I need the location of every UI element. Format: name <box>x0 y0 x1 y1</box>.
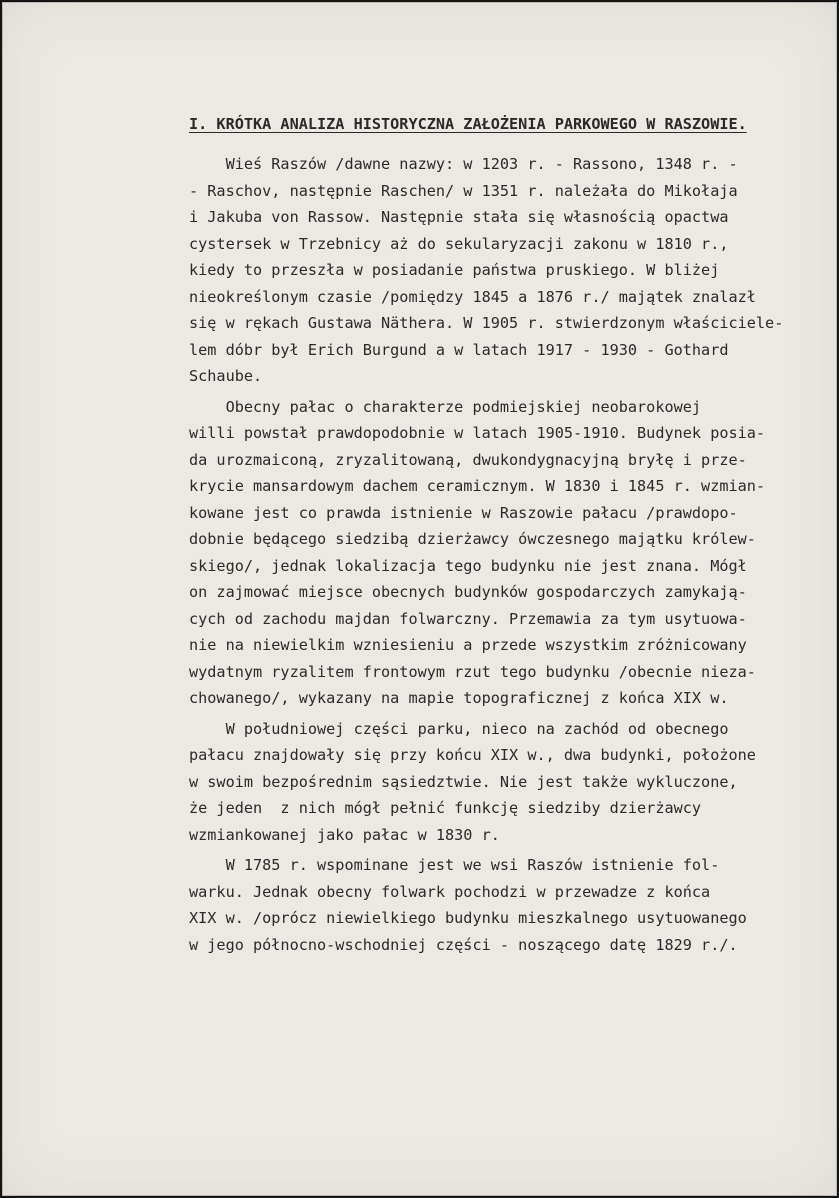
text-line: pałacu znajdowały się przy końcu XIX w., dwa budynki, położone <box>189 746 756 764</box>
document-page <box>2 2 837 1196</box>
text-line: wzmiankowanej jako pałac w 1830 r. <box>189 825 500 844</box>
text-line: chowanego/, wykazany na mapie topograficznej z końca XIX w. <box>189 689 729 707</box>
text-line: - Raschov, następnie Raschen/ w 1351 r. należała do Mikołaja <box>189 181 738 200</box>
text-line: i Jakuba von Rassow. Następnie stała się własnością opactwa <box>189 208 729 226</box>
text-line: wydatnym ryzalitem frontowym rzut tego budynku /obecnie nieza- <box>189 662 756 681</box>
paragraphs <box>189 151 823 958</box>
text-line: kowane jest co prawda istnienie w Raszowie pałacu /prawdopo- <box>189 503 738 522</box>
text-line: W 1785 r. wspominane jest we wsi Raszów istnienie fol- <box>189 856 720 874</box>
text-line: krycie mansardowym dachem ceramicznym. W 1830 i 1845 r. wzmian- <box>189 477 766 495</box>
text-line: skiego/, jednak lokalizacja tego budynku nie jest znana. Mógł <box>189 556 747 575</box>
text-line: warku. Jednak obecny folwark pochodzi w przewadze z końca <box>189 882 711 901</box>
text-line: się w rękach Gustawa Näthera. W 1905 r. stwierdzonym właściciele- <box>189 314 784 332</box>
text-line: willi powstał prawdopodobnie w latach 1905-1910. Budynek posia- <box>189 424 766 442</box>
section-heading: I. KRÓTKA ANALIZA HISTORYCZNA ZAŁOŻENIA PARKOWEGO W RASZOWIE. <box>189 115 747 133</box>
text-line: Obecny pałac o charakterze podmiejskiej neobarokowej <box>189 397 702 416</box>
text-line: on zajmować miejsce obecnych budynków gospodarczych zamykają- <box>189 583 747 601</box>
text-line: kiedy to przeszła w posiadanie państwa pruskiego. W bliżej <box>189 261 720 279</box>
text-line: lem dóbr był Erich Burgund a w latach 1917 - 1930 - Gothard <box>189 340 729 359</box>
text-line: cych od zachodu majdan folwarczny. Przemawia za tym usytuowa- <box>189 609 747 628</box>
text-line: w jego północno-wschodniej części - noszącego datę 1829 r./. <box>189 935 738 954</box>
text-line: da urozmaiconą, zryzalitowaną, dwukondygnacyjną bryłę i prze- <box>189 450 747 469</box>
text-line: nie na niewielkim wzniesieniu a przede wszystkim zróżnicowany <box>189 636 747 654</box>
paragraph <box>189 151 823 390</box>
document-body <box>189 115 823 958</box>
text-line: Schaube. <box>189 367 263 385</box>
text-line: że jeden z nich mógł pełnić funkcję siedziby dzierżawcy <box>189 799 702 817</box>
text-line: W południowej części parku, nieco na zachód od obecnego <box>189 719 729 738</box>
paragraph <box>189 394 823 712</box>
paragraph <box>189 852 823 958</box>
text-line: nieokreślonym czasie /pomiędzy 1845 a 1876 r./ majątek znalazł <box>189 287 756 306</box>
text-line: cystersek w Trzebnicy aż do sekularyzacji zakonu w 1810 r., <box>189 234 729 253</box>
text-line: XIX w. /oprócz niewielkiego budynku mieszkalnego usytuowanego <box>189 909 747 927</box>
text-line: dobnie będącego siedzibą dzierżawcy ówczesnego majątku królew- <box>189 530 756 548</box>
text-line: Wieś Raszów /dawne nazwy: w 1203 r. - Rassono, 1348 r. - <box>189 155 738 173</box>
text-line: w swoim bezpośrednim sąsiedztwie. Nie jest także wykluczone, <box>189 772 738 791</box>
paragraph <box>189 716 823 849</box>
